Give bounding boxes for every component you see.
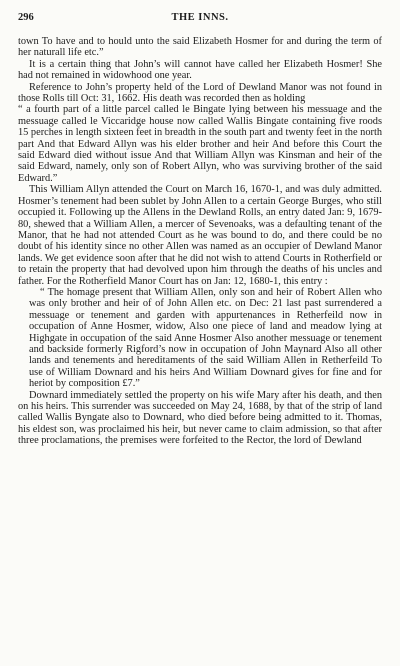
quote-block-1: “ a fourth part of a little parcel called le Bingate lying between his messuage and the messuage called le Viccaridge house now called Wallis Bingate containing five roods 15 perches in length sixteen feet in breadth in the south part and twenty feet in the north part And that Edward Allyn was his elder brother and heir And before this Court the said Edward died without issue And that William Allyn was Kinsman and heir of the said Edward, namely, only son of Robert Allyn, who was surviving brother of the said Edward.” (18, 104, 382, 184)
page-number: 296 (18, 12, 34, 23)
paragraph-2: It is a certain thing that John’s will cannot have called her Elizabeth Hosmer! She had not remained in widowhood one year. (18, 58, 382, 82)
paragraph-3: Reference to John’s property held of the Lord of Dewland Manor was not found in those Rolls till Oct: 31, 1662. His death was recorded then as holding (18, 81, 382, 105)
running-title: THE INNS. (171, 12, 229, 23)
quote-block-2: “ The homage present that William Allen, only son and heir of Robert Allen who was only brother and heir of of John Allen etc. on Dec: 21 last past surrendered a messuage or tenement and garden with appurtenances in Retherfeild now in occupation of Anne Hosmer, widow, Also one piece of land and meadow lying at Highgate in occupation of the said Anne Hosmer Also another messuage or tenement and backside formerly Rigford’s now in occupation of John Maynard Also all other lands and tenements and hereditaments of the said William Allen in Retherfeild To use of William Downard and his heirs And William Downard gives for fine and for heriot by composition £7.” (29, 286, 382, 390)
paragraph-1: town To have and to hould unto the said Elizabeth Hosmer for and during the term of her naturall life etc.” (18, 36, 382, 59)
page-body (18, 36, 382, 658)
page-header (18, 12, 382, 26)
paragraph-4: This William Allyn attended the Court on March 16, 1670-1, and was duly admitted. Hosmer’s tenement had been sublet by John Allen to a certain George Burges, who still occupied it. Following up the Allens in the Dewland Rolls, an entry dated Jan: 9, 1679-80, shewed that a William Allen, a mercer of Sevenoaks, was a defaulting tenant of the Manor, that he had not attended Court as he was bound to do, and there could be no doubt of his identity since no other Allen was named as an occupier of Dewland Manor lands. We get evidence soon after that he did not wish to attend Courts in Rotherfield or to retain the property that had devolved upon him through the deaths of his uncles and father. For the Rotherfield Manor Court has on Jan: 12, 1680-1, this entry : (18, 184, 382, 287)
paragraph-5: Downard immediately settled the property on his wife Mary after his death, and then on his heirs. This surrender was succeeded on May 24, 1688, by that of the strip of land called Wallis Byngate also to Downard, who died before being admitted to it. Thomas, his eldest son, was proclaimed his heir, but never came to claim admission, so that after three proclamations, the premises were forfeited to the Rector, the lord of Dewland (18, 389, 382, 447)
